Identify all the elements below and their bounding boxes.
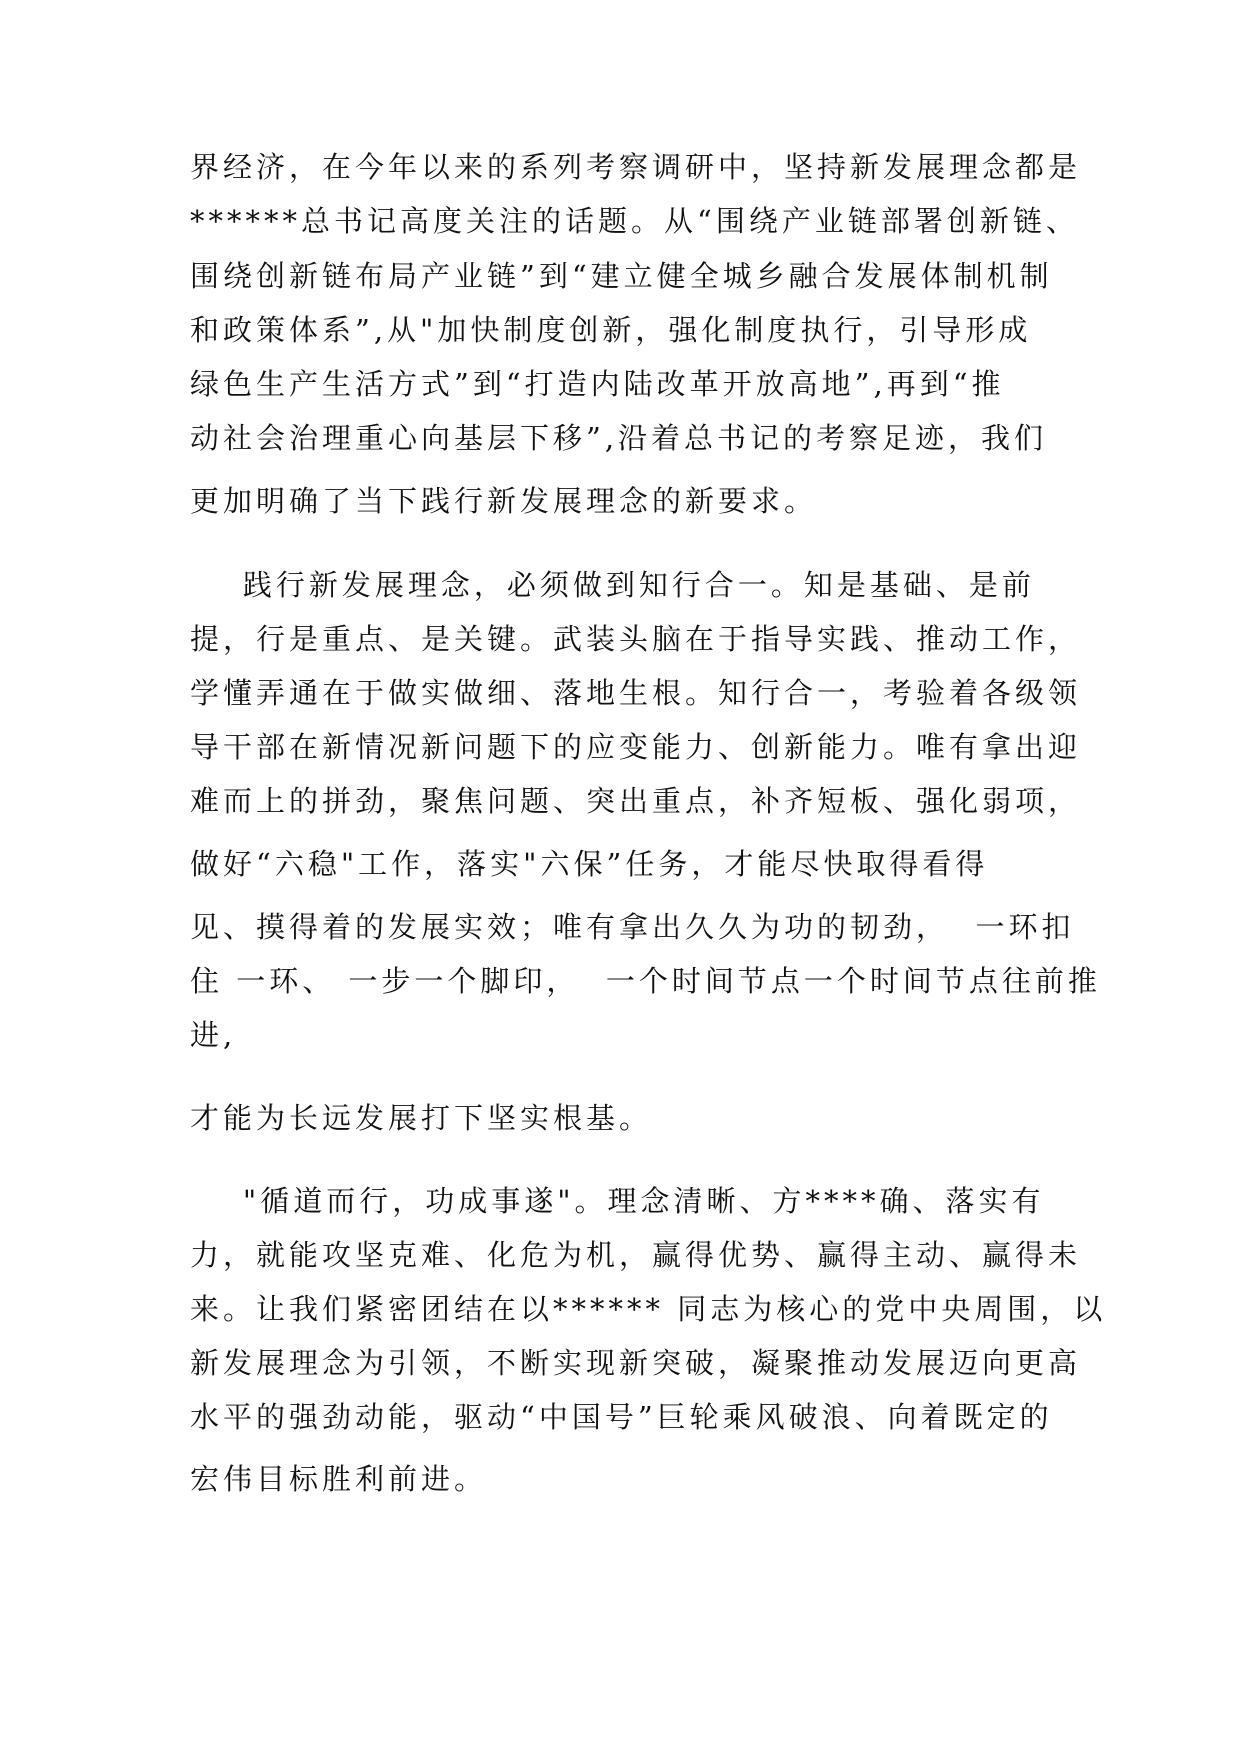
text-line-21: 新发展理念为引领，不断实现新突破，凝聚推动发展迈向更高: [190, 1346, 1082, 1380]
text-line-14: 见、摸得着的发展实效；唯有拿出久久为功的韧劲， 一环扣: [190, 910, 1075, 944]
text-line-12: 难而上的拼劲，聚焦问题、突出重点，补齐短板、强化弱项，: [190, 784, 1082, 818]
text-line-18: "循道而行，功成事遂"。理念清晰、方****确、落实有: [190, 1184, 1045, 1218]
text-line-3: 围绕创新链布局产业链”到“建立健全城乡融合发展体制机制: [190, 259, 1053, 293]
text-line-15: 住 一环、 一步一个脚印， 一个时间节点一个时间节点往前推: [190, 964, 1101, 998]
text-line-19: 力，就能攻坚克难、化危为机，赢得优势、赢得主动、赢得未: [190, 1238, 1082, 1272]
text-line-1: 界经济，在今年以来的系列考察调研中，坚持新发展理念都是: [190, 150, 1082, 184]
text-line-10: 学懂弄通在于做实做细、落地生根。知行合一，考验着各级领: [190, 676, 1082, 710]
text-line-11: 导干部在新情况新问题下的应变能力、创新能力。唯有拿出迎: [190, 730, 1082, 764]
text-line-4: 和政策体系”,从"加快制度创新，强化制度执行，引导形成: [190, 313, 1032, 347]
text-line-2: ******总书记高度关注的话题。从“围绕产业链部署创新链、: [190, 204, 1079, 238]
text-line-6: 动社会治理重心向基层下移”,沿着总书记的考察足迹，我们: [190, 421, 1048, 455]
text-line-17: 才能为长远发展打下坚实根基。: [190, 1101, 653, 1135]
text-line-7: 更加明确了当下践行新发展理念的新要求。: [190, 484, 818, 518]
text-line-5: 绿色生产生活方式”到“打造内陆改革开放高地”,再到“推: [190, 367, 1005, 401]
text-line-13: 做好“六稳"工作，落实"六保”任务，才能尽快取得看得: [190, 847, 989, 881]
text-line-22: 水平的强劲动能，驱动“中国号”巨轮乘风破浪、向着既定的: [190, 1400, 1053, 1434]
text-line-8: 践行新发展理念，必须做到知行合一。知是基础、是前: [190, 568, 1035, 602]
text-line-20: 来。让我们紧密团结在以****** 同志为核心的党中央周围，以: [190, 1292, 1107, 1326]
text-line-16: 进,: [190, 1018, 237, 1052]
text-line-9: 提，行是重点、是关键。武装头脑在于指导实践、推动工作，: [190, 622, 1082, 656]
text-line-23: 宏伟目标胜利前进。: [190, 1462, 488, 1496]
